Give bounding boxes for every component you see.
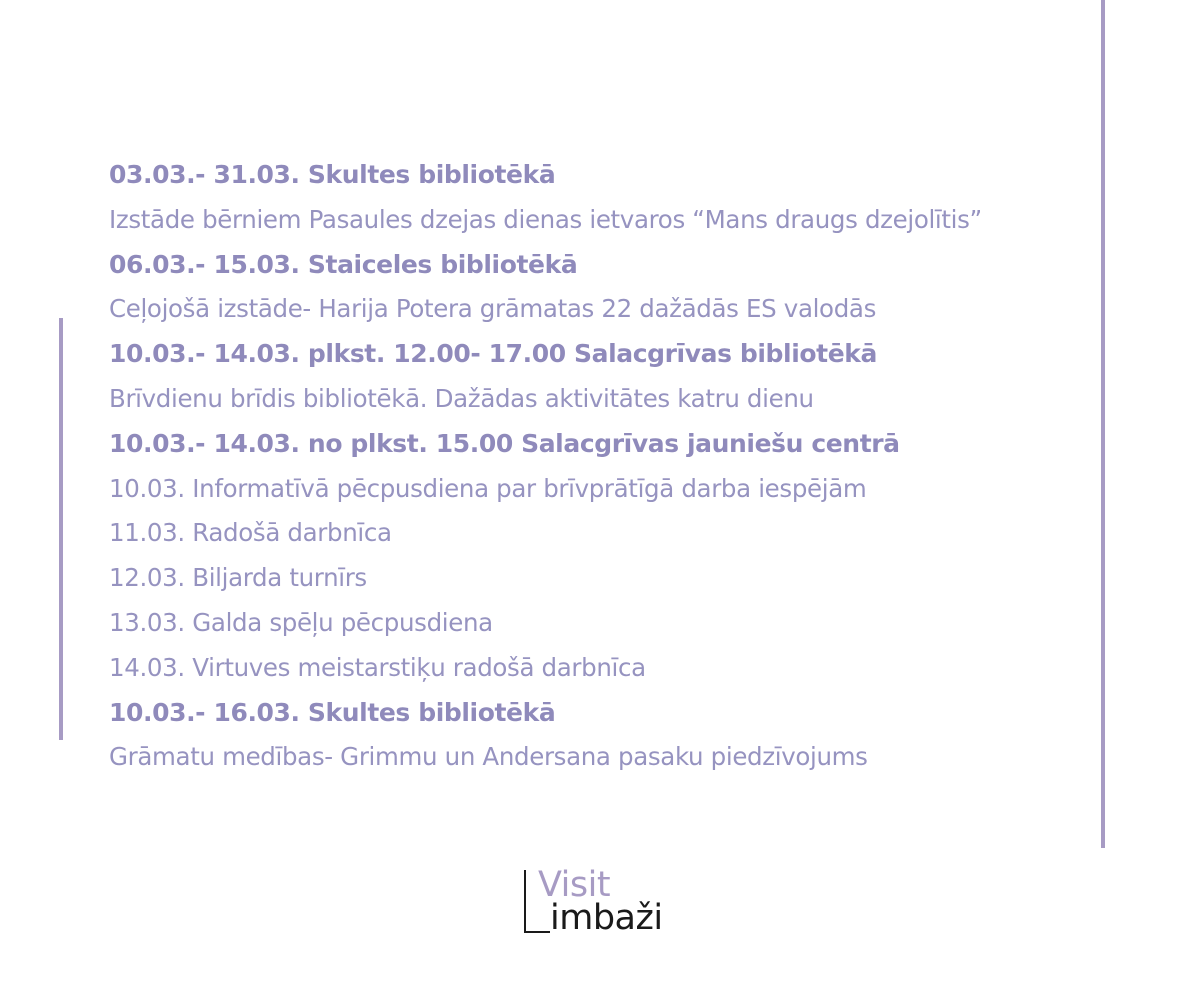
event-detail: Ceļojošā izstāde- Harija Potera grāmatas 22 dažādās ES valodās [109,294,876,324]
event-heading: 10.03.- 14.03. plkst. 12.00- 17.00 Salacgrīvas bibliotēkā [109,339,877,369]
left-accent-rule [59,318,63,740]
event-detail: Izstāde bērniem Pasaules dzejas dienas ietvaros “Mans draugs dzejolītis” [109,204,982,234]
logo-visit-text: Visit [538,865,611,905]
visit-limbazi-logo [522,866,702,938]
logo-limbazi-text: imbaži [550,898,663,938]
event-heading: 06.03.- 15.03. Staiceles bibliotēkā [109,249,578,279]
event-heading: 10.03.- 14.03. no plkst. 15.00 Salacgrīvas jauniešu centrā [109,428,900,458]
event-detail: 12.03. Biljarda turnīrs [109,563,367,593]
event-detail: Brīvdienu brīdis bibliotēkā. Dažādas aktivitātes katru dienu [109,383,814,413]
logo-l-foot [524,931,550,933]
logo-l-stem [524,870,526,933]
event-heading: 10.03.- 16.03. Skultes bibliotēkā [109,697,556,727]
events-list [109,153,1094,780]
event-heading: 03.03.- 31.03. Skultes bibliotēkā [109,160,556,189]
right-accent-rule [1101,0,1105,848]
event-detail: 10.03. Informatīvā pēcpusdiena par brīvprātīgā darba iespējām [109,473,867,503]
event-detail: 13.03. Galda spēļu pēcpusdiena [109,607,493,637]
event-detail: 14.03. Virtuves meistarstiķu radošā darbnīca [109,652,646,682]
event-detail: 11.03. Radošā darbnīca [109,518,392,548]
event-detail: Grāmatu medības- Grimmu un Andersana pasaku piedzīvojums [109,742,868,772]
